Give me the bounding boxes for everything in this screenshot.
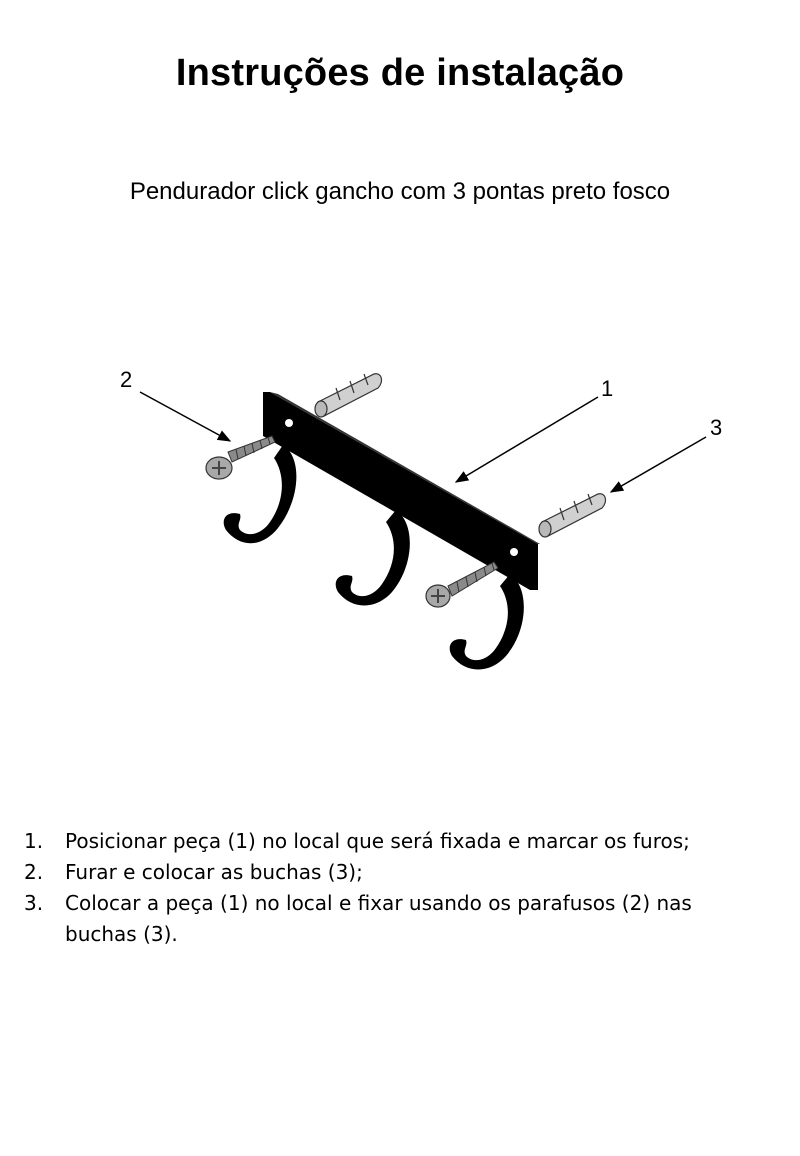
step-item [24, 826, 754, 857]
bar-hole-left [285, 419, 293, 427]
wall-plug-bottom [539, 494, 605, 537]
step-text: Furar e colocar as buchas (3); [65, 860, 363, 884]
step-item [24, 888, 754, 950]
step-number: 3. [24, 891, 44, 915]
instruction-steps [24, 826, 754, 950]
wall-plug-top [315, 374, 381, 417]
callout-arrow-2 [140, 392, 230, 441]
screw-top [206, 436, 275, 479]
callout-label-3: 3 [710, 415, 723, 440]
installation-diagram [0, 340, 800, 700]
step-number: 1. [24, 829, 44, 853]
callout-label-2: 2 [120, 367, 133, 392]
step-number: 2. [24, 860, 44, 884]
step-item [24, 857, 754, 888]
page-title: Instruções de instalação [175, 52, 625, 94]
bar-hole-right [510, 548, 518, 556]
screw-bottom [426, 562, 498, 607]
step-text: Posicionar peça (1) no local que será fixada e marcar os furos; [65, 829, 690, 853]
callout-arrow-1 [456, 397, 598, 482]
hook-middle [336, 510, 410, 606]
callout-label-1: 1 [601, 376, 614, 401]
step-text: Colocar a peça (1) no local e fixar usando os parafusos (2) nas buchas (3). [65, 891, 692, 946]
callout-arrow-3 [611, 437, 706, 492]
page-subtitle: Pendurador click gancho com 3 pontas preto fosco [129, 178, 671, 205]
